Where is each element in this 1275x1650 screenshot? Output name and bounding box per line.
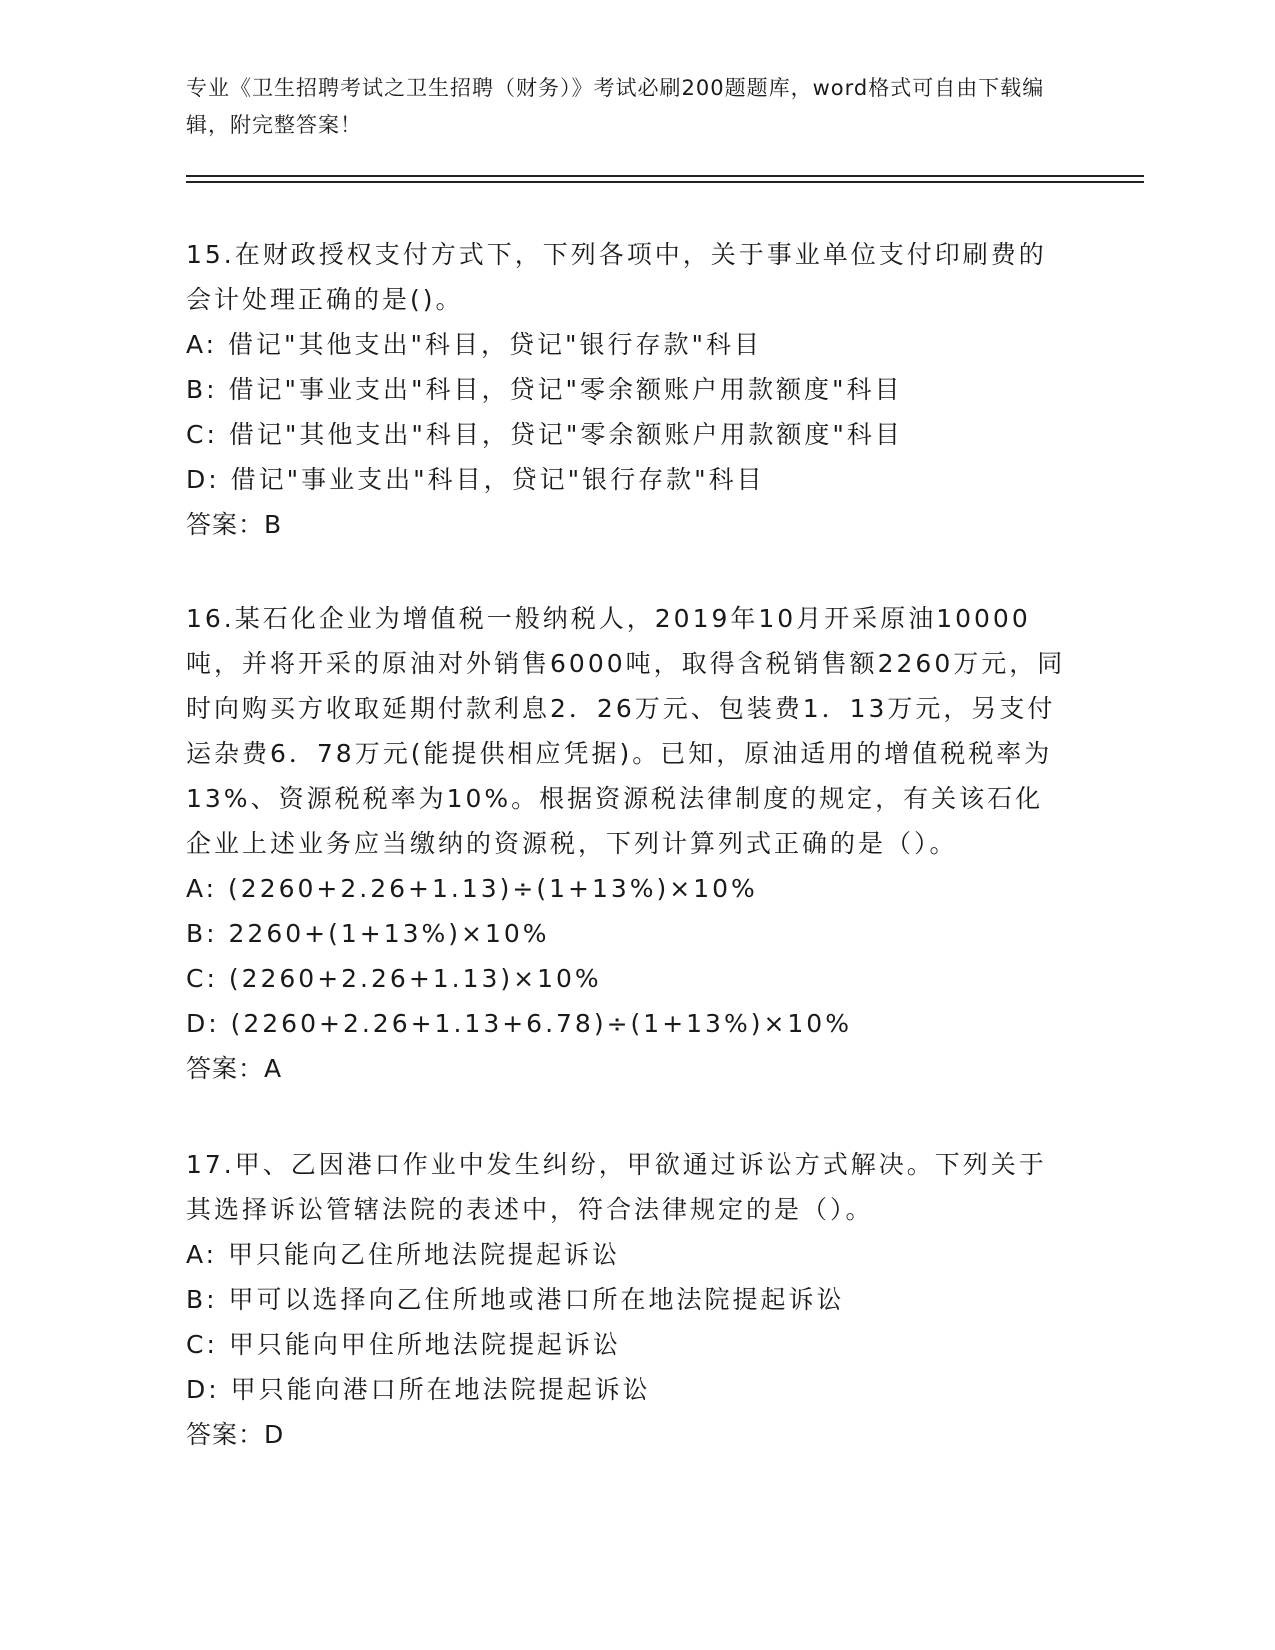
- option-d: D: (2260+2.26+1.13+6.78)÷(1+13%)×10%: [186, 1009, 852, 1038]
- document-header: [186, 70, 1056, 144]
- answer-label: 答案：B: [186, 510, 283, 539]
- option-b: B: 甲可以选择向乙住所地或港口所在地法院提起诉讼: [186, 1285, 845, 1314]
- option-b: B: 借记"事业支出"科目，贷记"零余额账户用款额度"科目: [186, 375, 903, 404]
- option-a: A: 甲只能向乙住所地法院提起诉讼: [186, 1240, 621, 1269]
- header-text: 专业《卫生招聘考试之卫生招聘（财务）》考试必刷200题题库，word格式可自由下载编辑，附完整答案！: [186, 76, 1045, 137]
- header-divider-top: [186, 175, 1144, 177]
- answer-label: 答案：D: [186, 1420, 285, 1449]
- answer-label: 答案：A: [186, 1054, 283, 1083]
- option-c: C: 借记"其他支出"科目，贷记"零余额账户用款额度"科目: [186, 420, 903, 449]
- option-d: D: 借记"事业支出"科目，贷记"银行存款"科目: [186, 465, 765, 494]
- question-stem: 17.甲、乙因港口作业中发生纠纷，甲欲通过诉讼方式解决。下列关于其选择诉讼管辖法院的表述中，符合法律规定的是（）。: [186, 1150, 1047, 1224]
- question-stem: 16.某石化企业为增值税一般纳税人，2019年10月开采原油10000吨，并将开采的原油对外销售6000吨，取得含税销售额2260万元，同时向购买方收取延期付款利息2．26万元、包装费1．13万元，另支付运杂费6．78万元(能提供相应凭据)。已知，原油适用的增值税税率为13%、资源税税率为10%。根据资源税法律制度的规定，有关该石化企业上述业务应当缴纳的资源税，下列计算列式正确的是（）。: [186, 604, 1066, 858]
- question-15: [186, 232, 1066, 547]
- option-a: A: (2260+2.26+1.13)÷(1+13%)×10%: [186, 874, 758, 903]
- question-stem: 15.在财政授权支付方式下，下列各项中，关于事业单位支付印刷费的会计处理正确的是()。: [186, 240, 1047, 314]
- option-b: B: 2260+(1+13%)×10%: [186, 919, 550, 948]
- option-c: C: 甲只能向甲住所地法院提起诉讼: [186, 1330, 621, 1359]
- question-16: [186, 596, 1066, 1091]
- option-c: C: (2260+2.26+1.13)×10%: [186, 964, 602, 993]
- option-a: A: 借记"其他支出"科目，贷记"银行存款"科目: [186, 330, 763, 359]
- header-divider-bottom: [186, 181, 1144, 183]
- question-17: [186, 1142, 1066, 1457]
- option-d: D: 甲只能向港口所在地法院提起诉讼: [186, 1375, 651, 1404]
